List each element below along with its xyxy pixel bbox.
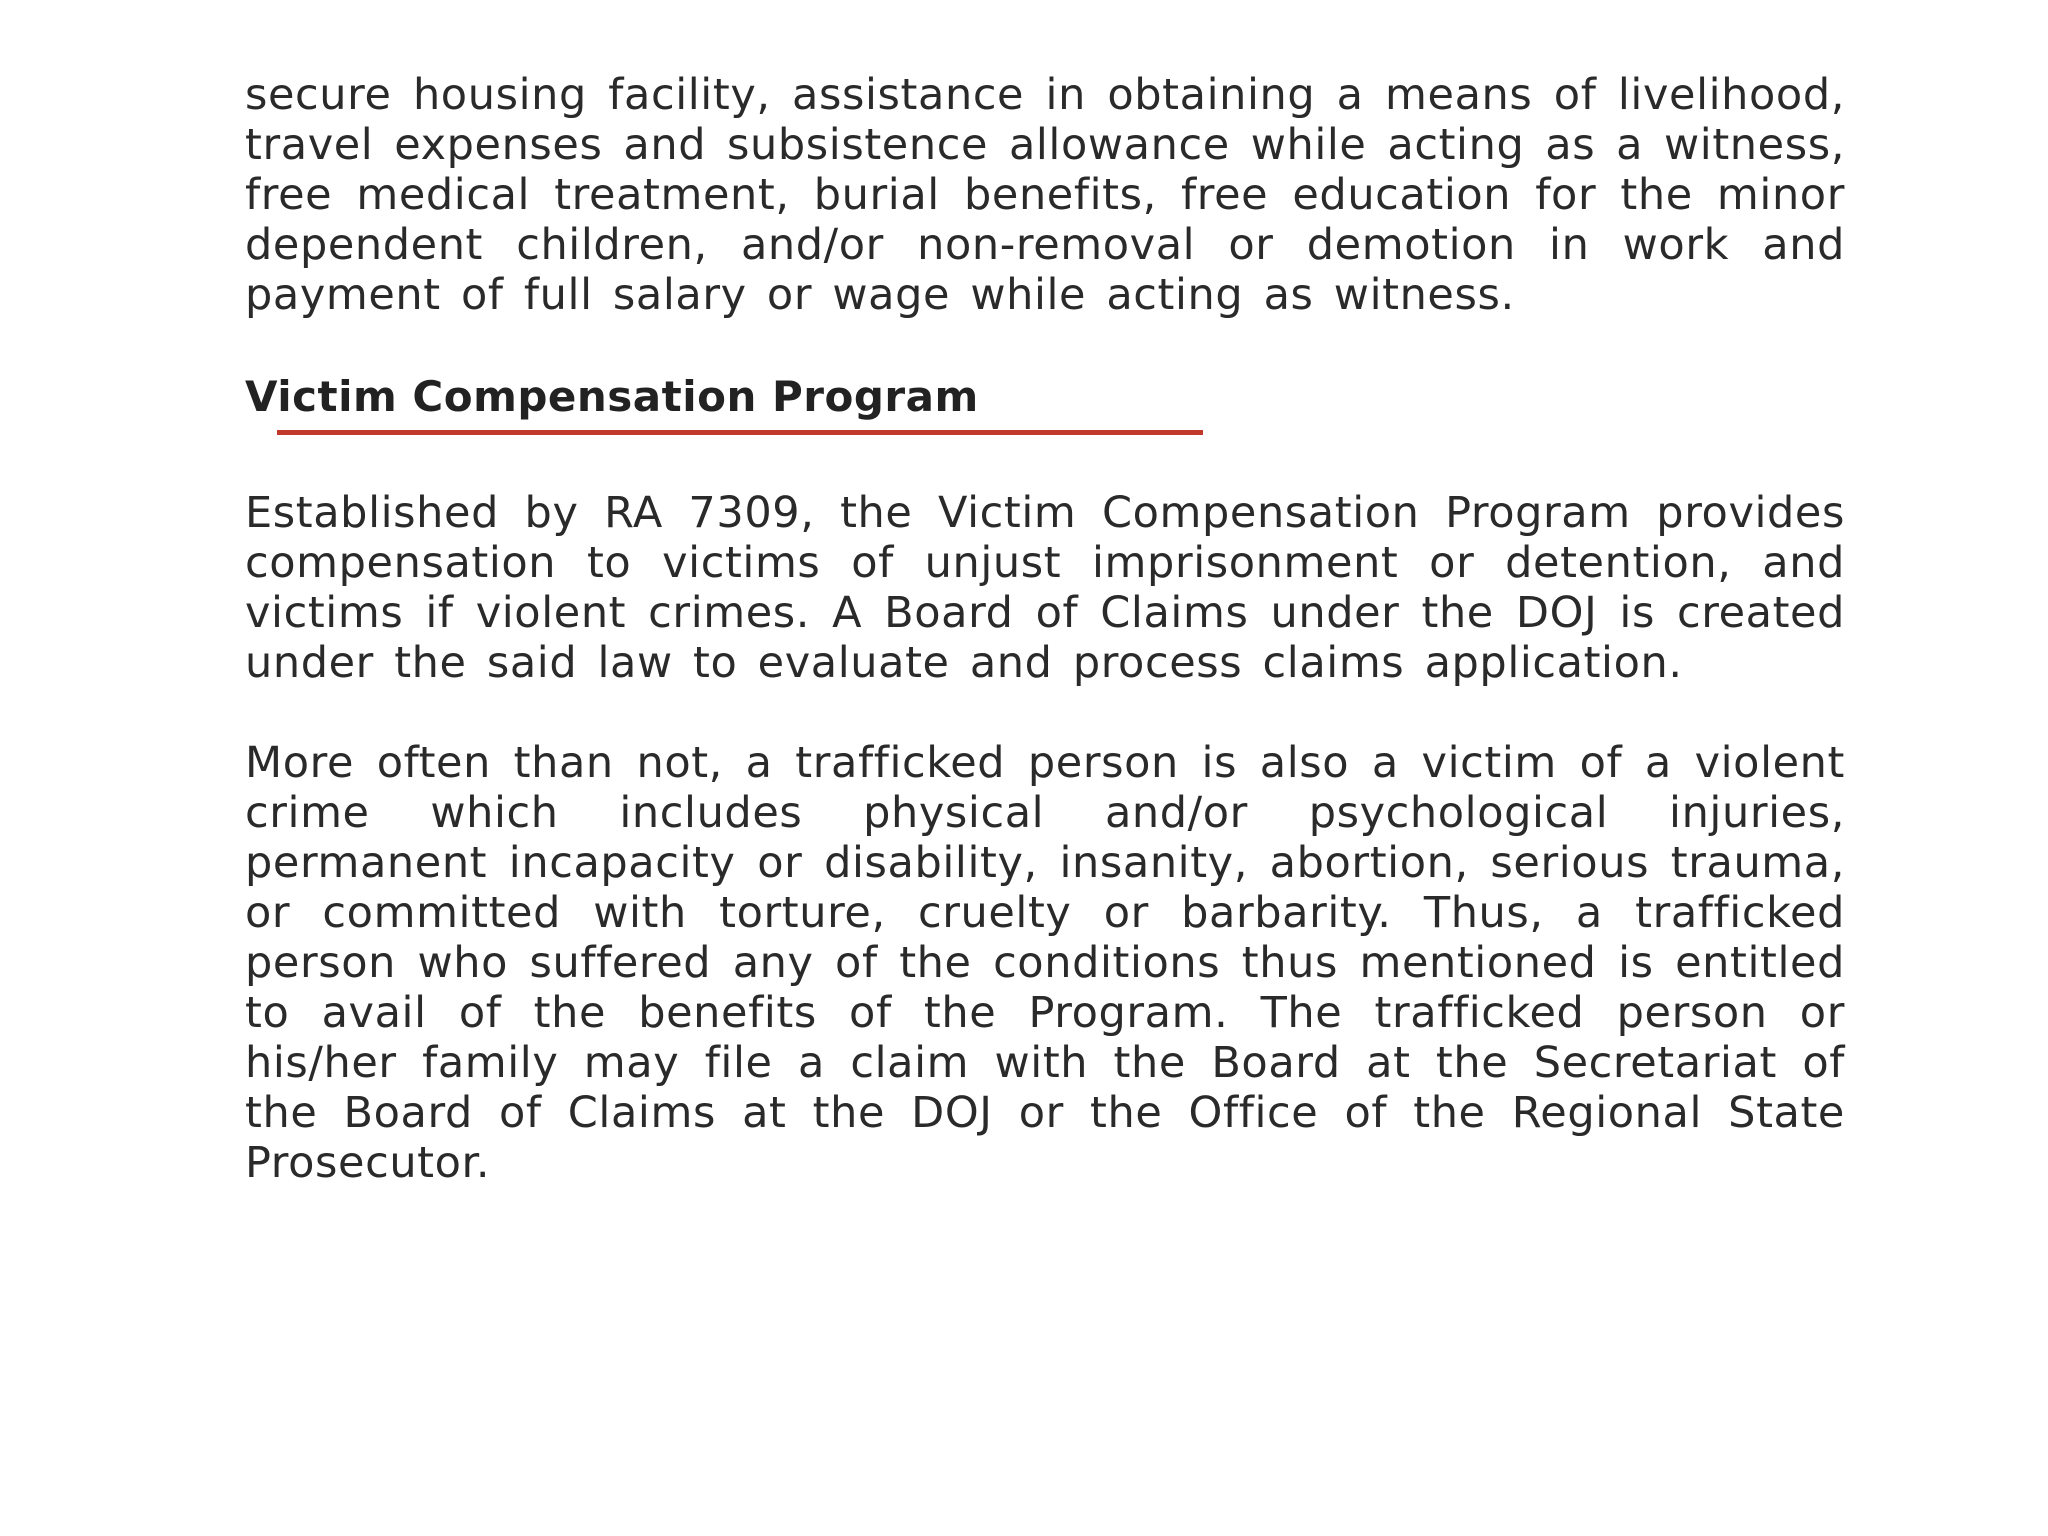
document-page	[245, 70, 1845, 1188]
section-heading: Victim Compensation Program	[245, 372, 979, 421]
paragraph-witness-benefits: secure housing facility, assistance in obtaining a means of livelihood, travel expenses and subsistence allowance while acting as a witness, free medical treatment, burial benefits, free education for the minor dependent children, and/or non-removal or demotion in work and payment of full salary or wage while acting as witness.	[245, 70, 1845, 320]
heading-underline	[277, 430, 1203, 435]
paragraph-trafficked-person: More often than not, a trafficked person is also a victim of a violent crime which includes physical and/or psychological injuries, permanent incapacity or disability, insanity, abortion, serious trauma, or committed with torture, cruelty or barbarity. Thus, a trafficked person who suffered any of the conditions thus mentioned is entitled to avail of the benefits of the Program. The trafficked person or his/her family may file a claim with the Board at the Secretariat of the Board of Claims at the DOJ or the Office of the Regional State Prosecutor.	[245, 738, 1845, 1188]
paragraph-program-description: Established by RA 7309, the Victim Compensation Program provides compensation to victims of unjust imprisonment or detention, and victims if violent crimes. A Board of Claims under the DOJ is created under the said law to evaluate and process claims application.	[245, 488, 1845, 688]
section-heading-block	[245, 372, 1845, 444]
